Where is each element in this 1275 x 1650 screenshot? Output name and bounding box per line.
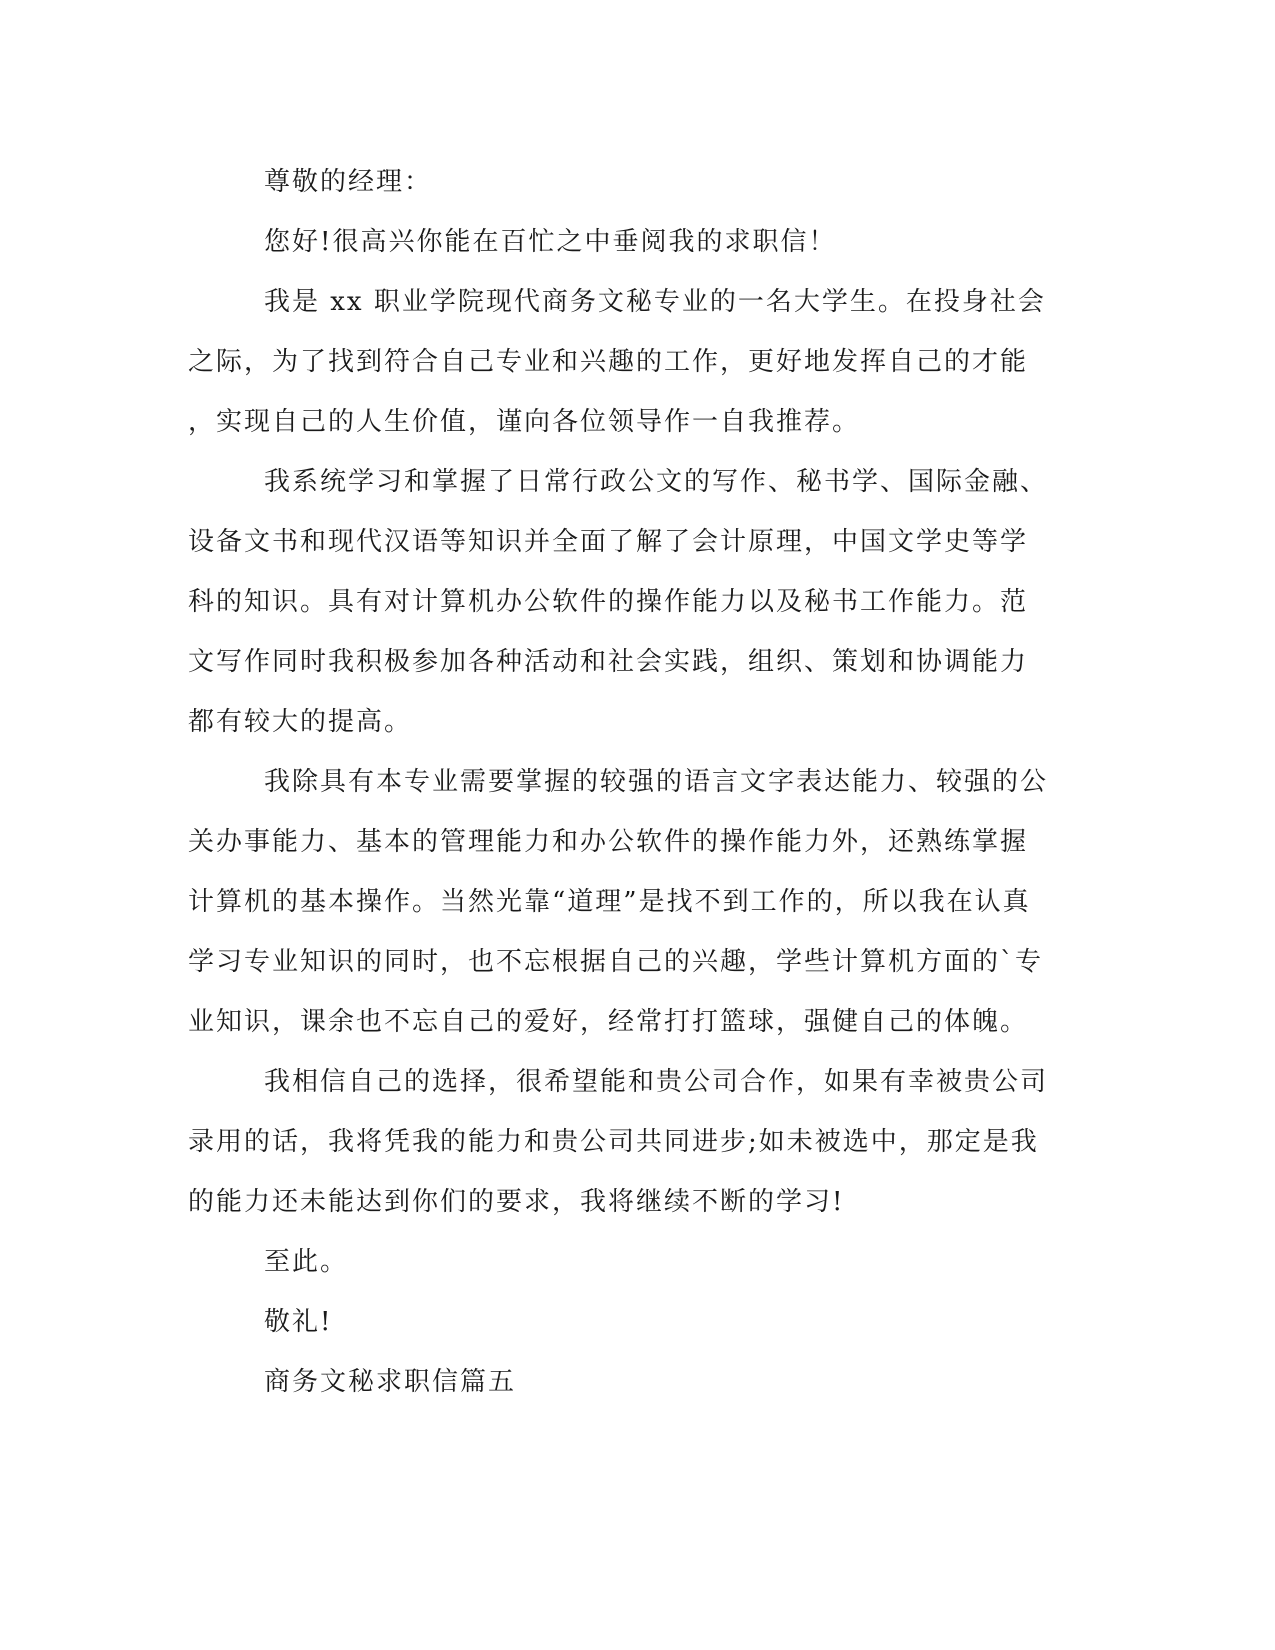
paragraph-line: 关办事能力、基本的管理能力和办公软件的操作能力外，还熟练掌握	[188, 827, 1029, 857]
salutation: 尊敬的经理：	[264, 167, 433, 197]
paragraph-line: 录用的话，我将凭我的能力和贵公司共同进步;如未被选中，那定是我	[188, 1127, 1039, 1157]
paragraph-line: 都有较大的提高。	[188, 707, 413, 737]
paragraph-conclusion	[188, 1052, 1068, 1232]
letter-body	[188, 152, 1068, 1412]
paragraph-line: 文写作同时我积极参加各种活动和社会实践，组织、策划和协调能力	[188, 647, 1029, 677]
greeting: 您好!很高兴你能在百忙之中垂阅我的求职信！	[264, 227, 837, 257]
paragraph-line: 我是 xx 职业学院现代商务文秘专业的一名大学生。在投身社会	[264, 287, 1046, 317]
paragraph-line: 我除具有本专业需要掌握的较强的语言文字表达能力、较强的公	[264, 767, 1049, 797]
paragraph-skills	[188, 752, 1068, 1052]
paragraph-line: 我相信自己的选择，很希望能和贵公司合作，如果有幸被贵公司	[264, 1067, 1049, 1097]
paragraph-line: 的能力还未能达到你们的要求，我将继续不断的学习!	[188, 1187, 845, 1217]
next-section-heading: 商务文秘求职信篇五	[264, 1367, 517, 1397]
paragraph-line: 设备文书和现代汉语等知识并全面了解了会计原理，中国文学史等学	[188, 527, 1029, 557]
paragraph-line: 计算机的基本操作。当然光靠“道理”是找不到工作的，所以我在认真	[188, 887, 1031, 917]
closing: 至此。	[264, 1247, 349, 1277]
paragraph-line: 业知识，课余也不忘自己的爱好，经常打打篮球，强健自己的体魄。	[188, 1007, 1029, 1037]
paragraph-line: 我系统学习和掌握了日常行政公文的写作、秘书学、国际金融、	[264, 467, 1049, 497]
regards: 敬礼!	[264, 1307, 333, 1337]
paragraph-line: 之际，为了找到符合自己专业和兴趣的工作，更好地发挥自己的才能	[188, 347, 1029, 377]
paragraph-line: 科的知识。具有对计算机办公软件的操作能力以及秘书工作能力。范	[188, 587, 1029, 617]
paragraph-line: ，实现自己的人生价值，谨向各位领导作一自我推荐。	[188, 407, 861, 437]
paragraph-studies	[188, 452, 1068, 752]
paragraph-intro	[188, 272, 1068, 452]
paragraph-line: 学习专业知识的同时，也不忘根据自己的兴趣，学些计算机方面的`专	[188, 947, 1044, 977]
